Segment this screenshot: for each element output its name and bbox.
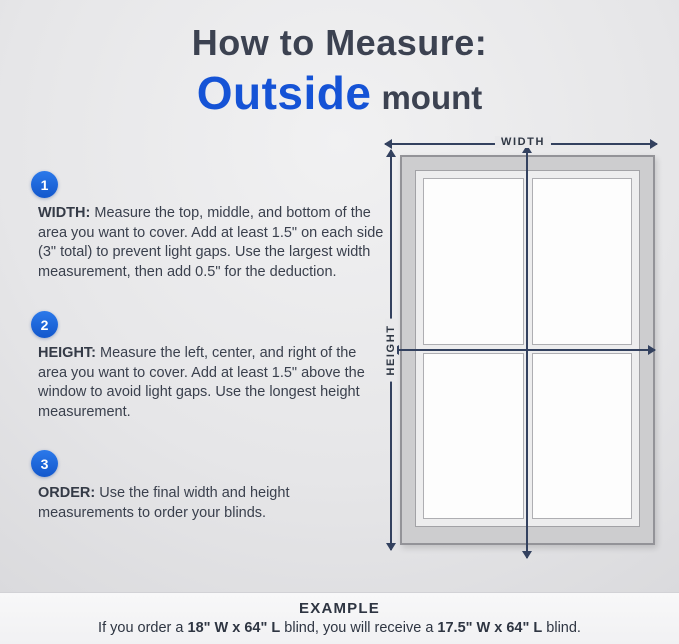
- height-label: HEIGHT: [385, 318, 397, 381]
- title-mount: mount: [381, 79, 483, 116]
- example-heading: EXAMPLE: [299, 600, 380, 617]
- example-seg3: blind.: [542, 620, 581, 636]
- example-order-size: 18" W x 64" L: [187, 620, 281, 636]
- step-1-badge: 1: [31, 171, 58, 198]
- step-1-description: [38, 204, 384, 282]
- page-title: [0, 22, 679, 120]
- step-3-label: ORDER:: [38, 485, 96, 501]
- window-pane: [532, 178, 633, 345]
- title-line2: [0, 66, 679, 120]
- title-outside-highlight: Outside: [196, 67, 372, 119]
- example-receive-size: 17.5" W x 64" L: [437, 620, 543, 636]
- window-pane: [532, 353, 633, 520]
- window-measurement-diagram: [378, 130, 668, 566]
- center-vertical-measure-line: [526, 146, 528, 558]
- center-horizontal-measure-line: [392, 349, 655, 351]
- example-seg1: If you order a: [98, 620, 188, 636]
- window-pane: [423, 353, 524, 520]
- step-3-text: Use the final width and height measurements to order your blinds.: [38, 485, 290, 521]
- example-footer: [0, 592, 679, 644]
- step-2-text: Measure the left, center, and right of the area you want to cover. Add at least 1.5" above the window to avoid light gaps. Use the longest height measurement.: [38, 345, 365, 420]
- example-text: [0, 620, 679, 636]
- step-3-description: [38, 484, 384, 523]
- step-1-text: Measure the top, middle, and bottom of the area you want to cover. Add at least 1.5" on each side (3" total) to prevent light gaps. Use the largest width measurement, then add 0.5" for the deduction.: [38, 205, 384, 280]
- title-line1: How to Measure:: [191, 22, 488, 63]
- window-pane: [423, 178, 524, 345]
- width-label: WIDTH: [495, 136, 551, 148]
- step-2-label: HEIGHT:: [38, 345, 96, 361]
- step-2-badge: 2: [31, 311, 58, 338]
- step-1-label: WIDTH:: [38, 205, 91, 221]
- example-seg2: blind, you will receive a: [280, 620, 438, 636]
- step-2-description: [38, 344, 384, 422]
- step-3-badge: 3: [31, 450, 58, 477]
